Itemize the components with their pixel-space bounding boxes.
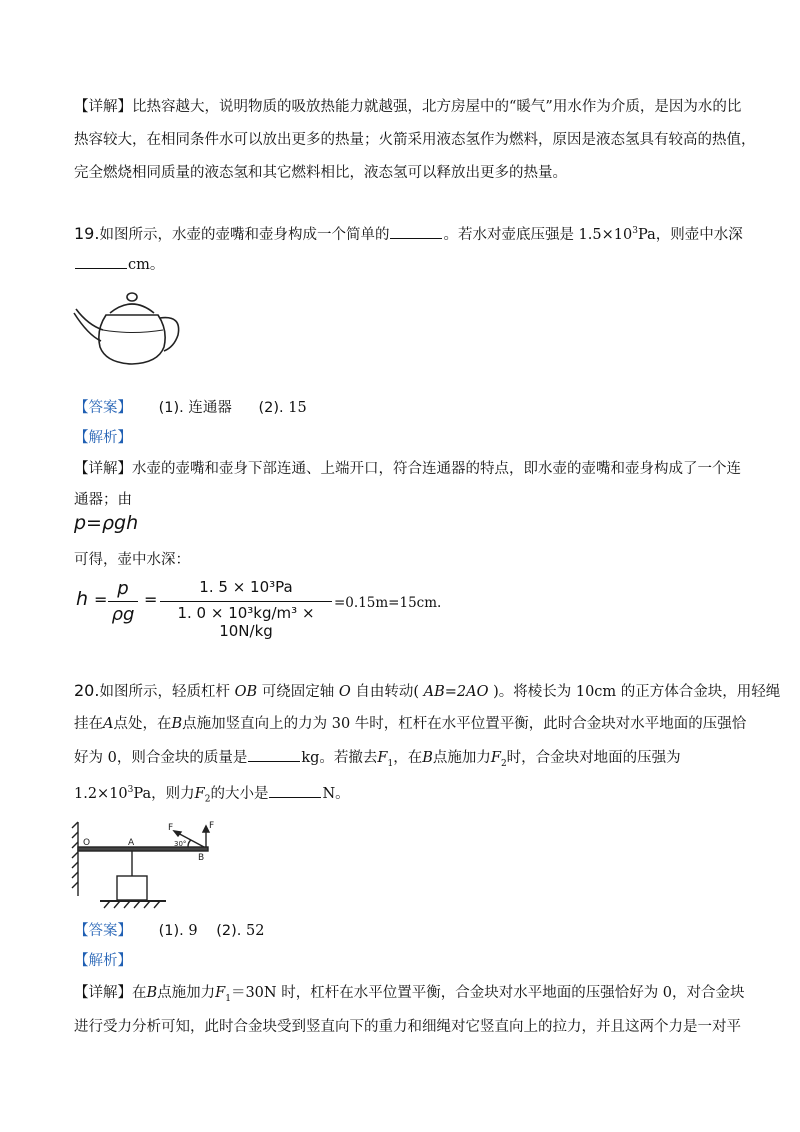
question-20-line-4: $1.2\times 10^3Pa$，则力$F_2$的大小是 N。 <box>74 780 350 810</box>
question-number: 20. <box>74 681 100 700</box>
label-F: F <box>209 821 215 831</box>
answer-19: 【答案】 (1). 连通器 (2). 15 <box>74 400 307 416</box>
detail-19-line-2: 通器；由 <box>74 492 132 508</box>
detail-19-line-1: 【详解】水壶的壶嘴和壶身下部连通、上端开口，符合连通器的特点，即水壶的壶嘴和壶身构成了一个连 <box>74 461 741 477</box>
question-20-line-2: 挂在A点处，在B点施加竖直向上的力为 30 牛时，杠杆在水平位置平衡，此时合金块对水平地面的压强恰 <box>74 716 747 732</box>
fraction-numerator: 1. 5 × 10³Pa <box>199 578 293 596</box>
question-19-line-1: 19.如图所示，水壶的壶嘴和壶身构成一个简单的 。若水对壶底压强是 $1.5\times 10^3Pa$，则壶中水深 <box>74 223 743 243</box>
answer-label: 【答案】 <box>74 923 132 939</box>
detail-20-line-1: 【详解】在B点施加力$F_1=30N$ 时，杠杆在水平位置平衡，合金块对水平地面的压强恰好为 0，对合金块 <box>74 985 745 1004</box>
answer-blank <box>248 747 300 762</box>
answer-blank <box>269 783 321 798</box>
fraction-p: p <box>117 578 129 599</box>
kettle-figure <box>70 285 190 370</box>
detail-line-2: 热容较大，在相同条件水可以放出更多的热量；火箭采用液态氢作为燃料，原因是液态氢具有较高的热值， <box>74 132 756 148</box>
label-B: B <box>198 853 205 863</box>
label-O: O <box>83 838 91 848</box>
lever-figure <box>70 818 220 913</box>
question-20-line-1: 20.如图所示，轻质杠杆 OB 可绕固定轴 O 自由转动( AB=2AO )。将棱长为 10cm 的正方体合金块，用轻绳 <box>74 681 781 700</box>
question-number: 19. <box>74 223 100 243</box>
question-19-line-2: cm。 <box>74 254 164 275</box>
answer-blank <box>390 224 442 239</box>
detail-line-1: 【详解】比热容越大，说明物质的吸放热能力就越强，北方房屋中的“暖气”用水作为介质，是因为水的比 <box>74 99 742 115</box>
formula-h: h <box>76 588 89 610</box>
question-20-line-3: 好为 0，则合金块的质量是 kg。若撤去$F_1$，在B点施加力$F_2$时，合金块对地面的压强为 <box>74 747 681 774</box>
fraction-bar <box>160 601 332 602</box>
fraction-rho-g: ρg <box>111 604 135 625</box>
answer-20: 【答案】 (1). 9 (2). 52 <box>74 923 265 939</box>
label-A: A <box>128 838 135 848</box>
equals-sign: = <box>94 590 108 609</box>
equals-sign: = <box>144 590 158 609</box>
answer-label: 【答案】 <box>74 400 132 416</box>
analysis-label: 【解析】 <box>74 953 132 969</box>
formula-pressure: p=ρgh <box>74 512 139 534</box>
detail-19-line-3: 可得，壶中水深： <box>74 552 190 568</box>
analysis-label: 【解析】 <box>74 430 132 446</box>
detail-20-line-2: 进行受力分析可知，此时合金块受到竖直向下的重力和细绳对它竖直向上的拉力，并且这两个力是一对平 <box>74 1019 741 1035</box>
label-F1: F <box>168 823 174 833</box>
fraction-denominator: 1. 0 × 10³kg/m³ × 10N/kg <box>177 604 315 640</box>
fraction-bar <box>108 601 138 602</box>
detail-line-3: 完全燃烧相同质量的液态氢和其它燃料相比，液态氢可以释放出更多的热量。 <box>74 165 567 181</box>
formula-result: =0.15m=15cm. <box>334 595 442 611</box>
answer-blank <box>75 254 127 269</box>
label-angle: 30° <box>174 840 187 848</box>
